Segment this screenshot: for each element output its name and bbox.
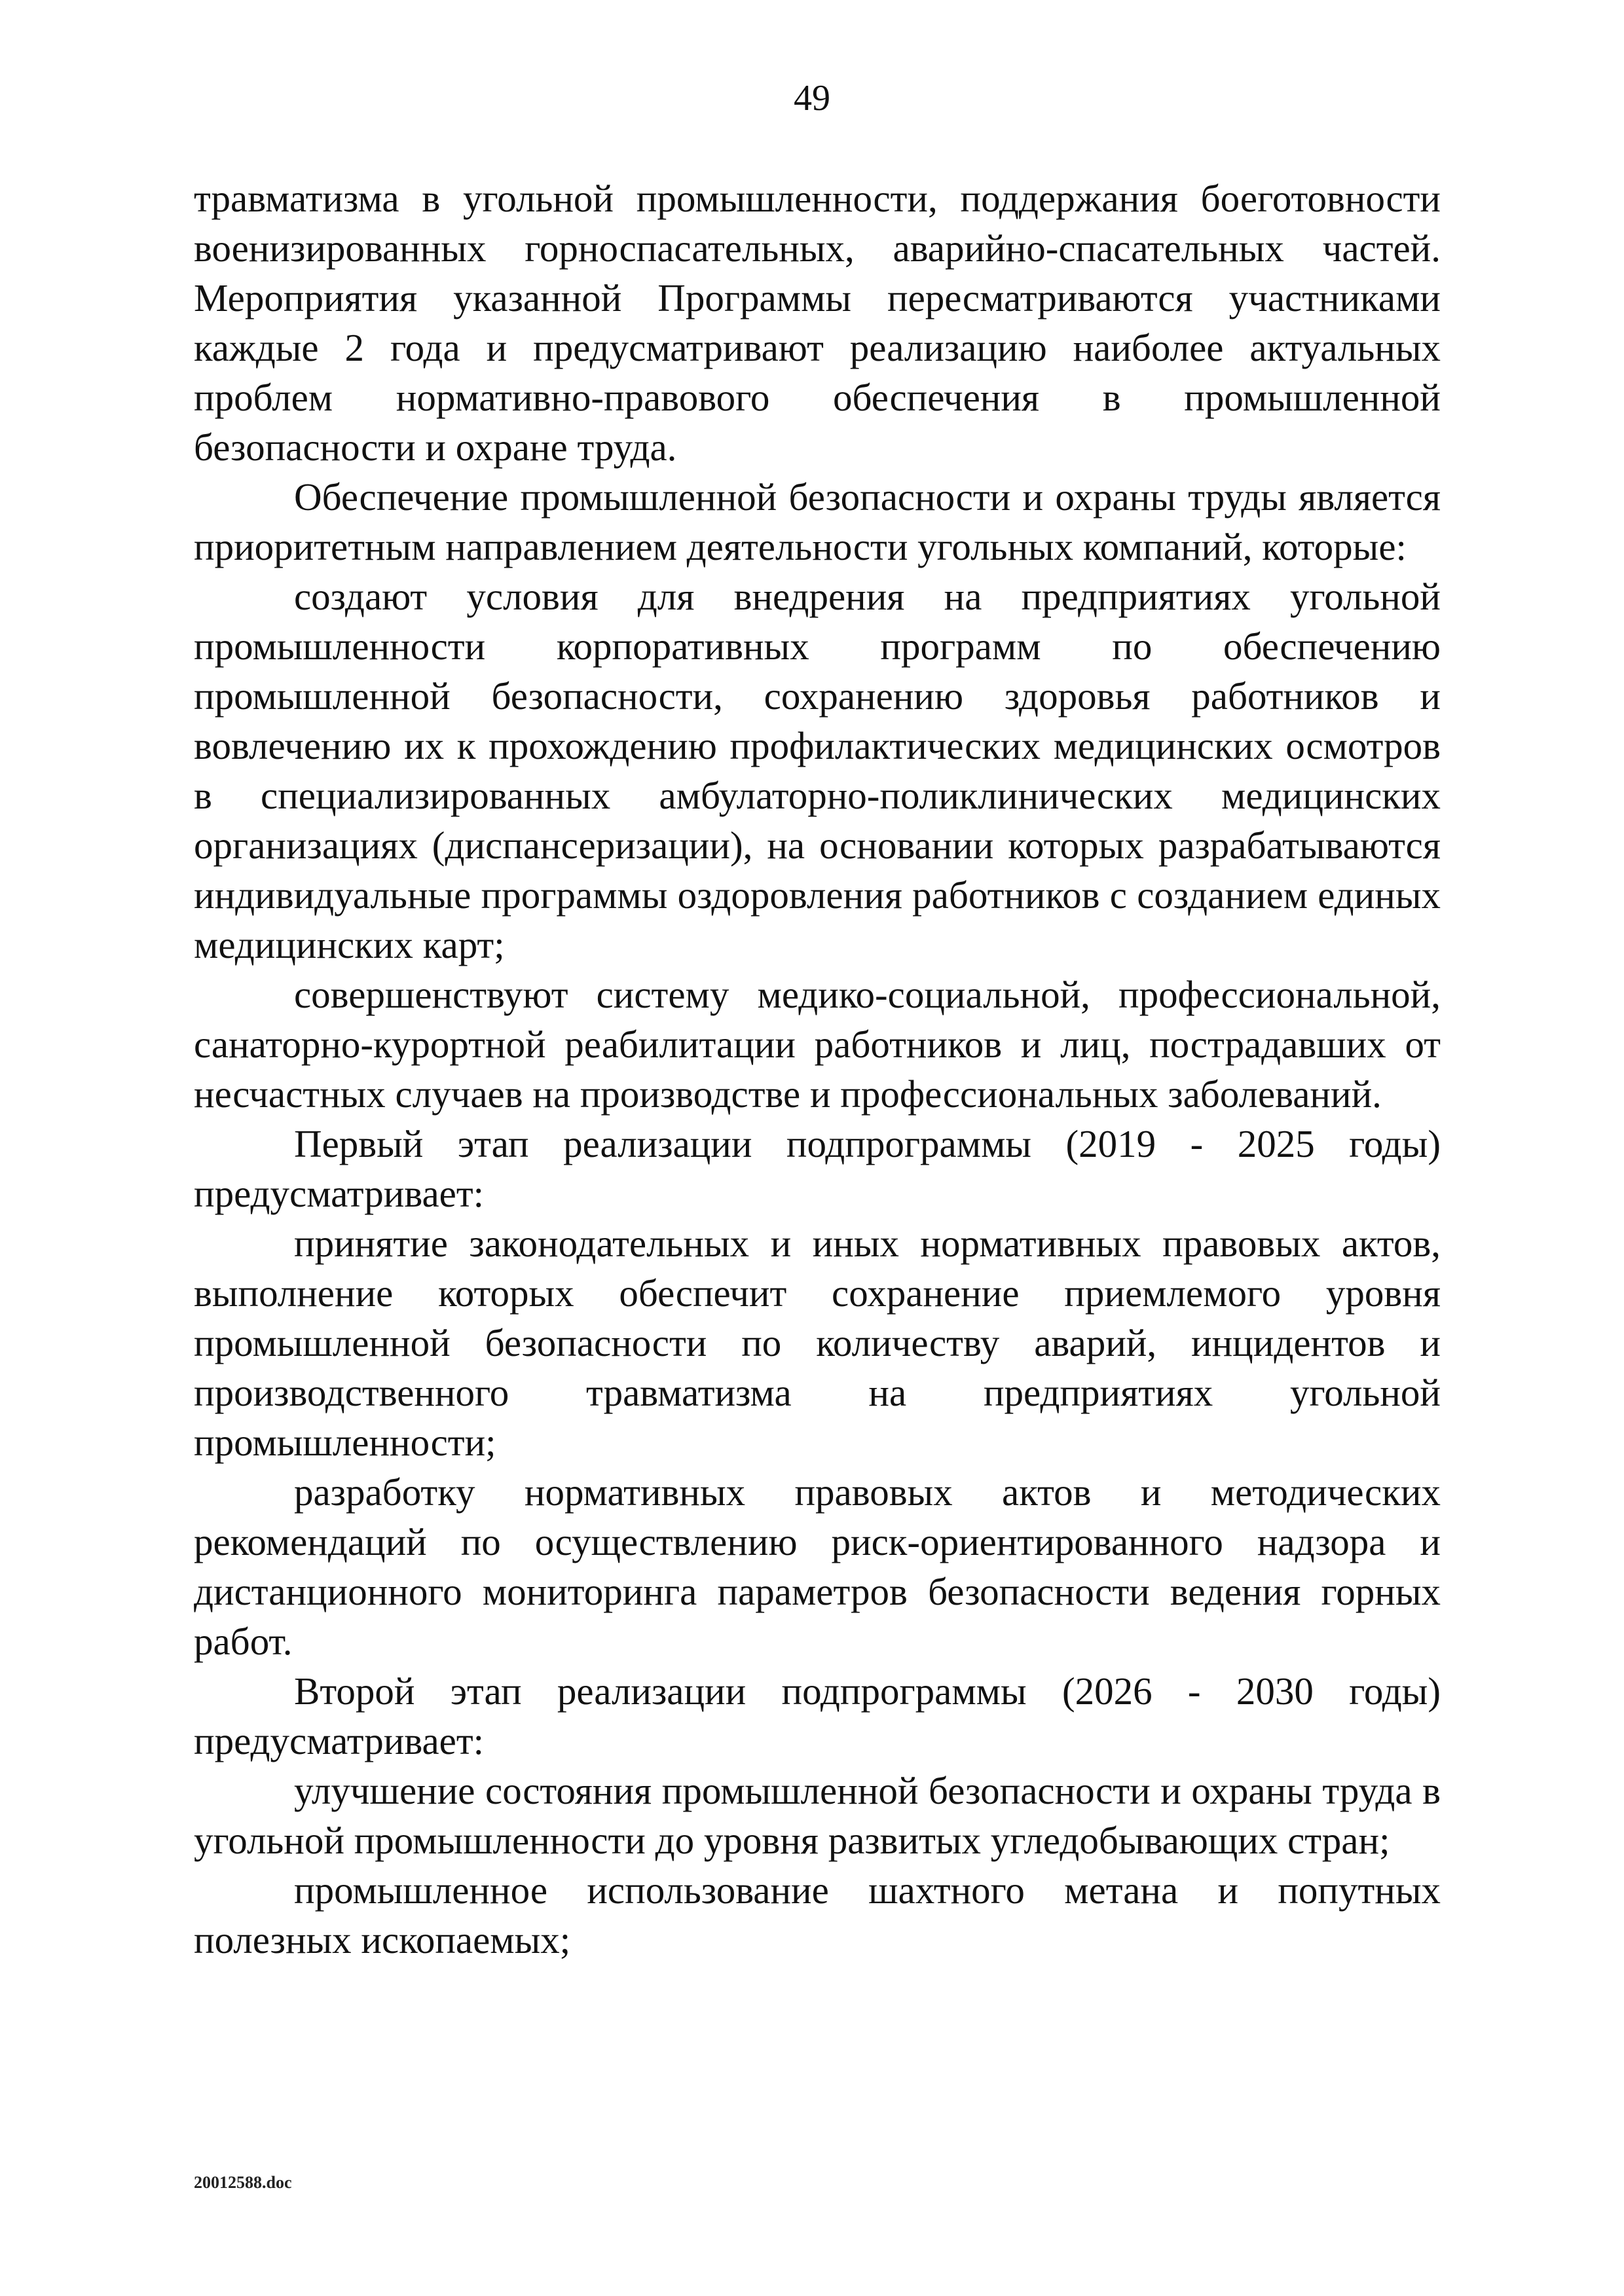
page-number: 49 bbox=[794, 78, 830, 118]
paragraph-10: промышленное использование шахтного метана и попутных полезных ископаемых; bbox=[194, 1868, 1441, 1961]
paragraph-9: улучшение состояния промышленной безопасности и охраны труда в угольной промышленности до уровня развитых угледобывающих стран; bbox=[194, 1769, 1441, 1862]
footer-file-name: 20012588.doc bbox=[194, 2173, 292, 2192]
paragraph-1: травматизма в угольной промышленности, поддержания боеготовности военизированных горноспасательных, аварийно-спасательных частей. Мероприятия указанной Программы пересматриваются участниками каждые 2 года и предусматривают реализацию наиболее актуальных проблем нормативно-правового обеспечения в промышленной безопасности и охране труда. bbox=[194, 177, 1441, 469]
paragraph-3: создают условия для внедрения на предприятиях угольной промышленности корпоративных программ по обеспечению промышленной безопасности, сохранению здоровья работников и вовлечению их к прохождению профилактических медицинских осмотров в специализированных амбулаторно-поликлинических медицинских организациях (диспансеризации), на основании которых разрабатываются индивидуальные программы оздоровления работников с созданием единых медицинских карт; bbox=[194, 575, 1441, 966]
paragraph-2: Обеспечение промышленной безопасности и охраны труды является приоритетным направлением деятельности угольных компаний, которые: bbox=[194, 475, 1441, 568]
paragraph-4: совершенствуют систему медико-социальной, профессиональной, санаторно-курортной реабилитации работников и лиц, пострадавших от несчастных случаев на производстве и профессиональных заболеваний. bbox=[194, 973, 1441, 1116]
paragraph-5: Первый этап реализации подпрограммы (2019 - 2025 годы) предусматривает: bbox=[194, 1122, 1441, 1215]
body-text bbox=[194, 173, 1441, 1965]
paragraph-7: разработку нормативных правовых актов и методических рекомендаций по осуществлению риск-ориентированного надзора и дистанционного мониторинга параметров безопасности ведения горных работ. bbox=[194, 1470, 1441, 1663]
paragraph-6: принятие законодательных и иных нормативных правовых актов, выполнение которых обеспечит сохранение приемлемого уровня промышленной безопасности по количеству аварий, инцидентов и производственного травматизма на предприятиях угольной промышленности; bbox=[194, 1222, 1441, 1464]
paragraph-8: Второй этап реализации подпрограммы (2026 - 2030 годы) предусматривает: bbox=[194, 1669, 1441, 1762]
